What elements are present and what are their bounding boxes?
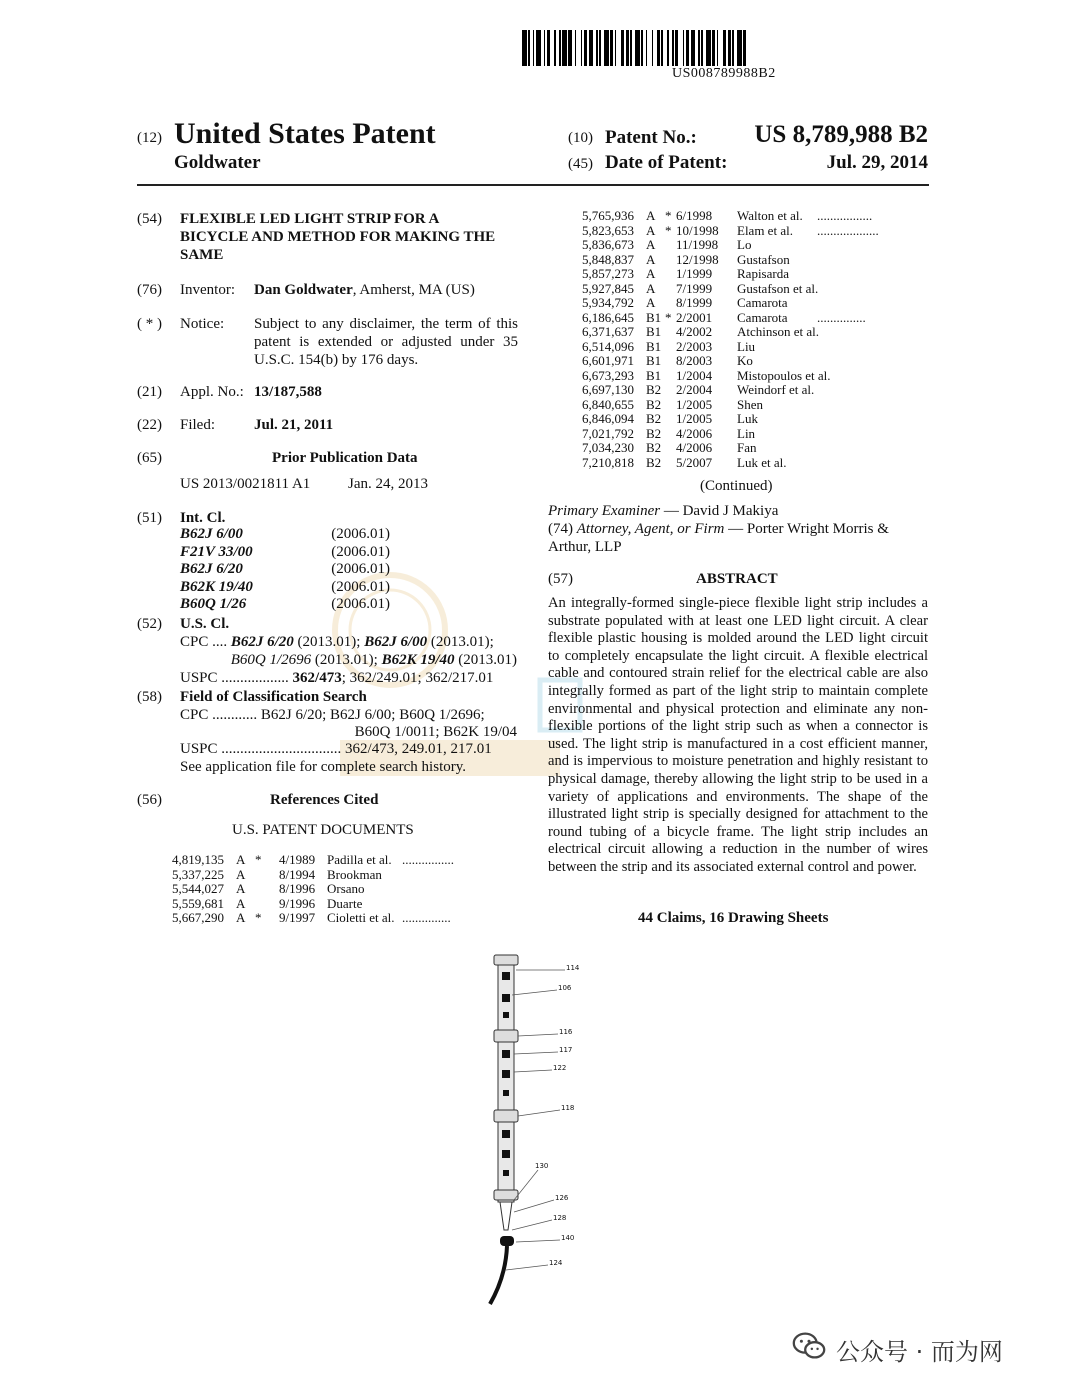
reference-kind: A [646,251,656,267]
drawing-label: 126 [555,1194,569,1202]
reference-date: 10/1998 [676,222,719,238]
cpc-prefix: CPC .... [180,634,228,650]
invention-title-line: BICYCLE AND METHOD FOR MAKING THE [180,229,496,245]
cpc-class: B60Q 1/2696 [230,652,312,668]
intcl-row [180,526,420,543]
reference-kind: A [646,237,656,252]
footer-watermark [790,1327,1003,1371]
reference-no: 6,601,971 [582,353,634,368]
drawing-label: 124 [549,1259,563,1267]
reference-date: 4/2002 [676,324,713,339]
reference-dots: ............... [402,910,451,926]
reference-date: 8/2003 [676,353,713,368]
inventor-field [254,281,475,299]
reference-no: 7,034,230 [582,440,634,455]
reference-no: 5,927,845 [582,280,634,296]
prior-code: (65) [137,450,162,466]
barcode [522,30,929,66]
reference-dots: ................. [817,208,873,223]
reference-no: 5,857,273 [582,266,634,281]
field-cpc-line-1: CPC ............ B62J 6/20; B62J 6/00; B60Q 1/2696; [180,707,485,723]
cpc-line-2 [231,651,517,669]
notice-line: Subject to any disclaimer, the term of this [254,316,518,332]
examiner-name: David J Makiya [682,503,779,519]
title-code: (54) [137,211,162,227]
code-45: (45) [568,156,593,172]
reference-name: Orsano [327,881,365,897]
patent-number: US 8,789,988 B2 [754,121,928,148]
reference-kind: A [236,866,246,882]
patent-title: United States Patent [174,117,436,150]
prior-date: Jan. 24, 2013 [348,476,428,492]
notice-line: U.S.C. 154(b) by 176 days. [254,352,419,368]
attorney-line [548,520,928,556]
wechat-icon [790,1327,828,1371]
attorney-code: (74) [548,521,573,537]
reference-no: 7,021,792 [582,425,634,441]
reference-kind: B2 [646,440,662,455]
reference-kind: A [236,910,246,926]
intcl-class: F21V 33/00 [180,543,253,560]
abstract-code: (57) [548,571,573,587]
intcl-version: (2006.01) [331,596,390,613]
appl-label: Appl. No.: [180,384,244,400]
code-12: (12) [137,130,162,146]
notice-label: Notice: [180,316,225,332]
reference-dots: ................ [402,852,454,867]
filed-label: Filed: [180,417,216,433]
invention-title-line: FLEXIBLE LED LIGHT STRIP FOR A [180,211,440,227]
drawing-label: 140 [561,1234,575,1242]
intcl-row [180,544,420,561]
filed-code: (22) [137,417,162,433]
cpc-version: (2013.01); [293,634,365,650]
reference-date: 2/2001 [676,309,713,325]
reference-name: Lo [737,237,752,252]
reference-date: 1/2005 [676,396,713,412]
cpc-line-1 [180,633,517,651]
reference-kind: A [236,881,246,897]
appl-code: (21) [137,384,162,400]
barcode-gap [746,30,748,66]
patent-drawing-figure [470,950,600,1310]
appl-number: 13/187,588 [254,384,322,400]
reference-kind: B2 [646,382,662,397]
refs-code: (56) [137,792,162,808]
date-label: Date of Patent: [605,152,728,173]
reference-no: 5,823,653 [582,222,634,238]
drawing-label: 130 [535,1162,549,1170]
reference-no: 5,934,792 [582,295,634,310]
field-note: See application file for complete search history. [180,759,467,775]
reference-name: Cioletti et al. [327,910,395,926]
reference-date: 1/2004 [676,367,713,383]
patent-date: Jul. 29, 2014 [826,152,928,173]
notice-text [254,315,518,369]
reference-date: 4/2006 [676,440,713,455]
reference-date: 9/1997 [279,910,316,926]
cpc-class: B62K 19/40 [381,652,455,668]
drawing-label: 118 [561,1104,575,1112]
reference-date: 4/1989 [279,852,316,867]
reference-no: 6,371,637 [582,324,634,339]
reference-name: Fan [737,440,757,455]
reference-no: 5,765,936 [582,208,634,223]
reference-date: 2/2003 [676,338,713,354]
reference-kind: A [236,895,246,911]
reference-kind: A [646,280,656,296]
reference-date: 12/1998 [676,251,719,267]
reference-star: * [665,208,672,223]
reference-date: 1/1999 [676,266,713,281]
cpc-version: (2013.01); [427,634,494,650]
uspc-line [180,669,493,687]
examiner-label: Primary Examiner [548,503,661,519]
footer-watermark-text: 公众号 · 而为网 [836,1337,1003,1366]
reference-name: Duarte [327,895,363,911]
reference-kind: B1 [646,324,662,339]
reference-date: 8/1999 [676,295,713,310]
reference-name: Shen [737,396,763,412]
reference-no: 6,186,645 [582,309,634,325]
reference-no: 6,514,096 [582,338,634,354]
inventor-short: Goldwater [174,152,261,173]
reference-no: 6,697,130 [582,382,634,397]
reference-no: 6,673,293 [582,367,634,383]
reference-kind: A [646,208,656,223]
intcl-class: B60Q 1/26 [180,596,247,613]
reference-date: 11/1998 [676,237,719,252]
reference-date: 8/1996 [279,881,316,897]
uspc-class: 362/473 [292,670,342,686]
patent-no-label: Patent No.: [605,127,697,148]
cpc-class: B62J 6/20 [230,634,294,650]
uspc-prefix: USPC .................. [180,670,289,686]
reference-kind: B1 [646,309,662,325]
field-cpc-line-2: B60Q 1/0011; B62K 19/04 [354,724,517,740]
reference-star: * [255,852,262,867]
reference-date: 5/2007 [676,454,713,470]
intcl-code: (51) [137,510,162,526]
reference-date: 4/2006 [676,425,713,441]
reference-name: Lin [737,425,756,441]
cpc-version: (2013.01); [311,652,382,668]
intcl-class: B62K 19/40 [180,578,253,595]
intcl-row [180,579,420,596]
reference-name: Camarota [737,295,788,310]
reference-kind: A [236,852,246,867]
reference-no: 6,846,094 [582,411,634,426]
reference-no: 4,819,135 [172,852,224,867]
intcl-class: B62J 6/00 [180,526,243,542]
reference-name: Elam et al. [737,222,793,238]
drawing-label: 114 [566,964,580,972]
intcl-row [180,596,420,613]
inventor-name: Dan Goldwater [254,282,353,298]
intcl-version: (2006.01) [331,526,390,542]
examiner-line [548,502,778,520]
reference-name: Liu [737,338,756,354]
attorney-label: Attorney, Agent, or Firm [576,521,725,537]
reference-name: Camarota [737,309,788,325]
invention-title [180,210,495,264]
field-code: (58) [137,689,162,705]
reference-no: 7,210,818 [582,454,634,470]
reference-date: 8/1994 [279,866,316,882]
filed-date: Jul. 21, 2011 [254,417,334,433]
reference-no: 5,559,681 [172,895,224,911]
reference-kind: A [646,222,656,238]
drawing-label: 122 [553,1064,567,1072]
reference-kind: A [646,295,656,310]
inventor-location: , Amherst, MA (US) [352,282,475,298]
reference-dots: ............... [817,309,866,325]
intcl-row [180,561,420,578]
drawing-label: 106 [558,984,572,992]
claims-summary: 44 Claims, 16 Drawing Sheets [638,910,829,926]
reference-date: 2/2004 [676,382,713,397]
reference-kind: B2 [646,411,662,426]
abstract-text: An integrally-formed single-piece flexible light strip includes a substrate populated with at least one LED light circuit. A clear flexible plastic housing is molded around the LED light circuit to completely encapsulate the light circuit. A flexible electrical cable and contoured strain relief for the electrical cable are also integrally formed as part of the light strip to maintain complete environmental and physical protection and eliminate any non-flexible portions of the light strip such as when a connector is used. The light strip is manufactured in a cost efficient manner, and is impervious to moisture penetration and highly resistant to physical damage, thereby allowing the light strip to be used in a variety of applications and environments. The shape of the illustrated light strip is specially designed for attachment to the round tubing of a bicycle frame. The light strip includes an electrical circuit allowing a reduction in the number of wires between the strip and its associated external control and power. [548,595,928,875]
refs-heading: References Cited [270,792,379,808]
reference-kind: A [646,266,656,281]
reference-star: * [255,910,262,926]
notice-code: ( * ) [137,316,162,332]
inventor-code: (76) [137,282,162,298]
reference-name: Rapisarda [737,266,789,281]
cpc-version: (2013.01) [454,652,517,668]
drawing-label: 128 [553,1214,567,1222]
reference-name: Padilla et al. [327,852,392,867]
reference-kind: B1 [646,338,662,354]
invention-title-line: SAME [180,247,224,263]
reference-name: Atchinson et al. [737,324,819,339]
reference-name: Luk [737,411,758,426]
attorney-firm-cont: Arthur, LLP [548,539,622,555]
reference-star: * [665,222,672,238]
drawing-label: 117 [559,1046,573,1054]
reference-no: 5,544,027 [172,881,224,897]
reference-date: 7/1999 [676,280,713,296]
reference-name: Ko [737,353,753,368]
reference-date: 9/1996 [279,895,316,911]
drawing-label: 116 [559,1028,573,1036]
reference-kind: B1 [646,353,662,368]
reference-name: Gustafson et al. [737,280,819,296]
us-docs-heading: U.S. PATENT DOCUMENTS [232,822,414,838]
intcl-version: (2006.01) [331,543,390,560]
reference-no: 5,836,673 [582,237,634,252]
reference-name: Weindorf et al. [737,382,815,397]
reference-no: 5,848,837 [582,251,634,267]
cpc-class: B62J 6/00 [364,634,428,650]
abstract-heading: ABSTRACT [696,571,778,587]
reference-name: Mistopoulos et al. [737,367,831,383]
intcl-version: (2006.01) [331,578,390,595]
reference-name: Brookman [327,866,382,882]
reference-no: 5,337,225 [172,866,224,882]
reference-no: 5,667,290 [172,910,224,926]
reference-no: 6,840,655 [582,396,634,412]
intcl-version: (2006.01) [331,561,390,578]
reference-star: * [665,309,672,325]
attorney-firm: Porter Wright Morris & [746,521,889,537]
code-10: (10) [568,130,593,146]
reference-kind: B2 [646,425,662,441]
reference-dots: ................... [817,222,879,238]
field-heading: Field of Classification Search [180,689,367,705]
examiner-separator: — [660,503,683,519]
reference-kind: B2 [646,396,662,412]
header-divider [137,184,929,186]
uscl-heading: U.S. Cl. [180,616,230,632]
intcl-heading: Int. Cl. [180,510,226,526]
uscl-code: (52) [137,616,162,632]
reference-name: Walton et al. [737,208,803,223]
intcl-class: B62J 6/20 [180,561,243,578]
reference-name: Luk et al. [737,454,787,470]
reference-date: 1/2005 [676,411,713,426]
field-uspc: USPC ................................ 362/473, 249.01, 217.01 [180,741,492,757]
barcode-number: US008789988B2 [672,66,776,81]
reference-date: 6/1998 [676,208,713,223]
reference-kind: B1 [646,367,662,383]
prior-heading: Prior Publication Data [272,450,418,466]
notice-line: patent is extended or adjusted under 35 [254,334,518,350]
continued-note: (Continued) [700,478,773,494]
uspc-extra: ; 362/249.01; 362/217.01 [341,670,494,686]
prior-publication: US 2013/0021811 A1 [180,476,311,492]
reference-kind: B2 [646,454,662,470]
attorney-separator: — [724,521,747,537]
inventor-label: Inventor: [180,282,235,298]
reference-name: Gustafson [737,251,790,267]
